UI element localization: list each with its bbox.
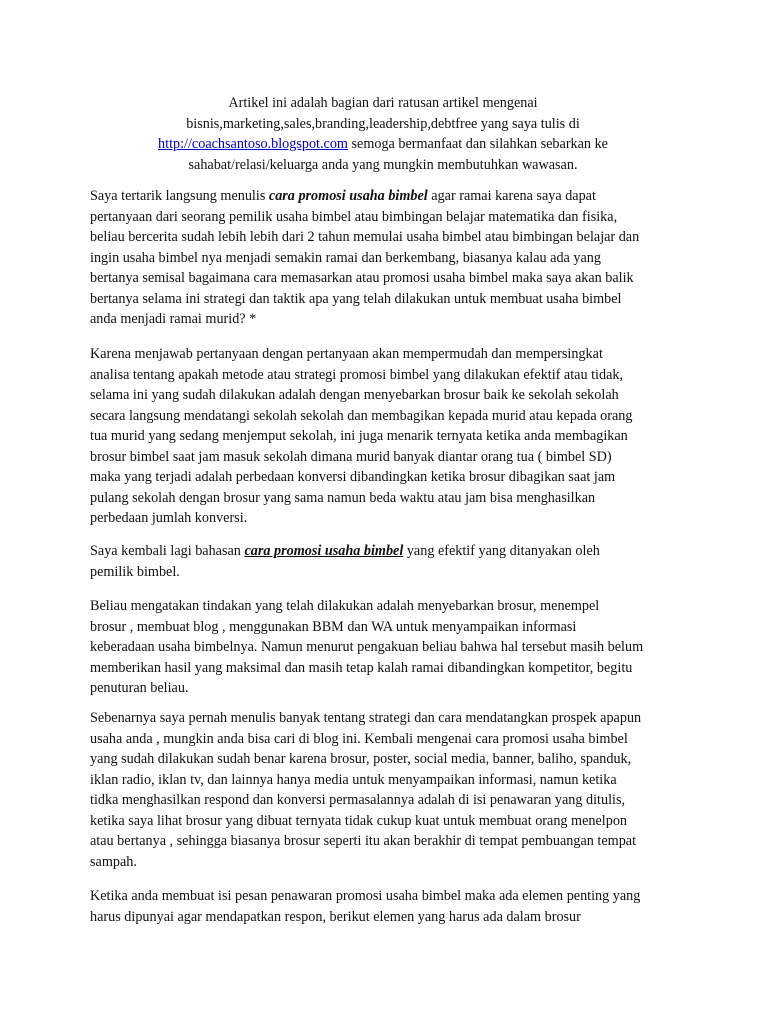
keyword-emphasis: cara promosi usaha bimbel	[268, 188, 428, 204]
paragraph-line: usaha anda , mungkin anda bisa cari di blog ini. Kembali mengenai cara promosi usaha bimbel	[90, 730, 628, 747]
paragraph-line: Beliau mengatakan tindakan yang telah dilakukan adalah menyebarkan brosur, menempel	[90, 598, 600, 614]
paragraph-line: Karena menjawab pertanyaan dengan pertanyaan akan mempermudah dan mempersingkat	[90, 346, 603, 362]
intro-block	[90, 93, 676, 175]
text-run: yang efektif yang ditanyakan oleh	[403, 543, 600, 559]
keyword-emphasis: cara promosi usaha bimbel	[244, 543, 404, 559]
paragraph-line: iklan radio, iklan tv, dan lainnya hanya media untuk menyampaikan informasi, namun ketika	[90, 771, 617, 788]
paragraph-line: ingin usaha bimbel nya menjadi semakin ramai dan berkembang, biasanya kalau ada yang	[90, 249, 601, 266]
paragraph-line: Ketika anda membuat isi pesan penawaran promosi usaha bimbel maka ada elemen penting yang	[90, 888, 641, 904]
paragraph-line: tua murid yang sedang menjemput sekolah, ini juga menarik ternyata ketika anda membagikan	[90, 428, 628, 444]
text-run: agar ramai karena saya dapat	[427, 188, 596, 204]
paragraph-line: secara langsung mendatangi sekolah sekolah dan membagikan kepada murid atau kepada orang	[90, 407, 633, 424]
paragraph-line: brosur , membuat blog , menggunakan BBM dan WA untuk menyampaikan informasi	[90, 618, 577, 635]
paragraph-2	[90, 344, 680, 529]
intro-line-1: Artikel ini adalah bagian dari ratusan artikel mengenai	[228, 95, 538, 111]
blog-link[interactable]: http://coachsantoso.blogspot.com	[158, 136, 348, 152]
paragraph-line: analisa tentang apakah metode atau strategi promosi bimbel yang dilakukan efektif atau tidak,	[90, 366, 624, 383]
paragraph-line: anda menjadi ramai murid? *	[90, 311, 257, 327]
paragraph-6	[90, 886, 680, 927]
paragraph-line: keberadaan usaha bimbelnya. Namun menurut pengakuan beliau bahwa hal tersebut masih belum	[90, 639, 644, 655]
paragraph-line: ketika saya lihat brosur yang dibuat ternyata tidak cukup kuat untuk membuat orang menelpon	[90, 812, 628, 829]
paragraph-line	[90, 541, 680, 562]
paragraph-line: memberikan hasil yang maksimal dan masih tetap kalah ramai dibandingkan kompetitor, begitu	[90, 659, 633, 676]
paragraph-4	[90, 596, 680, 699]
paragraph-line: pulang sekolah dengan brosur yang sama namun beda waktu atau jam bisa menghasilkan	[90, 489, 596, 506]
paragraph-line: perbedaan jumlah konversi.	[90, 510, 248, 526]
paragraph-line	[90, 186, 680, 207]
paragraph-5	[90, 708, 680, 872]
paragraph-line: tidka menghasilkan respond dan konversi permasalannya adalah di isi penawaran yang ditulis,	[90, 792, 626, 808]
paragraph-line: beliau bercerita sudah lebih lebih dari 2 tahun memulai usaha bimbel atau bimbingan belajar dan	[90, 229, 640, 245]
paragraph-line: bertanya selama ini strategi dan taktik apa yang telah dilakukan untuk membuat usaha bimbel	[90, 290, 622, 307]
paragraph-1	[90, 186, 680, 330]
intro-line-4: sahabat/relasi/keluarga anda yang mungkin membutuhkan wawasan.	[188, 156, 578, 173]
paragraph-line: brosur bimbel saat jam masuk sekolah dimana murid banyak diantar orang tua ( bimbel SD)	[90, 448, 612, 465]
paragraph-line: maka yang terjadi adalah perbedaan konversi dibandingkan ketika brosur dibagikan saat jam	[90, 469, 616, 485]
paragraph-line: atau bertanya , sehingga biasanya brosur seperti itu akan berakhir di tempat pembuangan tempat	[90, 833, 637, 849]
paragraph-line: Sebenarnya saya pernah menulis banyak tentang strategi dan cara mendatangkan prospek apapun	[90, 710, 642, 726]
paragraph-line: penuturan beliau.	[90, 680, 189, 696]
text-run: Saya tertarik langsung menulis	[90, 188, 269, 204]
paragraph-line: sampah.	[90, 853, 137, 870]
intro-line-3-text: semoga bermanfaat dan silahkan sebarkan ke	[347, 136, 608, 152]
paragraph-line: harus dipunyai agar mendapatkan respon, berikut elemen yang harus ada dalam brosur	[90, 908, 581, 925]
paragraph-line: yang sudah dilakukan sudah benar karena brosur, poster, social media, banner, baliho, spanduk,	[90, 751, 632, 767]
intro-line-2: bisnis,marketing,sales,branding,leadership,debtfree yang saya tulis di	[186, 115, 580, 132]
text-run: Saya kembali lagi bahasan	[90, 543, 245, 559]
paragraph-line: selama ini yang sudah dilakukan adalah dengan menyebarkan brosur baik ke sekolah sekolah	[90, 387, 619, 403]
intro-line-3	[90, 134, 676, 155]
paragraph-line: pemilik bimbel.	[90, 563, 180, 580]
paragraph-line: bertanya semisal bagaimana cara memasarkan atau promosi usaha bimbel maka saya akan balik	[90, 270, 634, 286]
paragraph-3	[90, 541, 680, 582]
paragraph-line: pertanyaan dari seorang pemilik usaha bimbel atau bimbingan belajar matematika dan fisika,	[90, 208, 618, 225]
